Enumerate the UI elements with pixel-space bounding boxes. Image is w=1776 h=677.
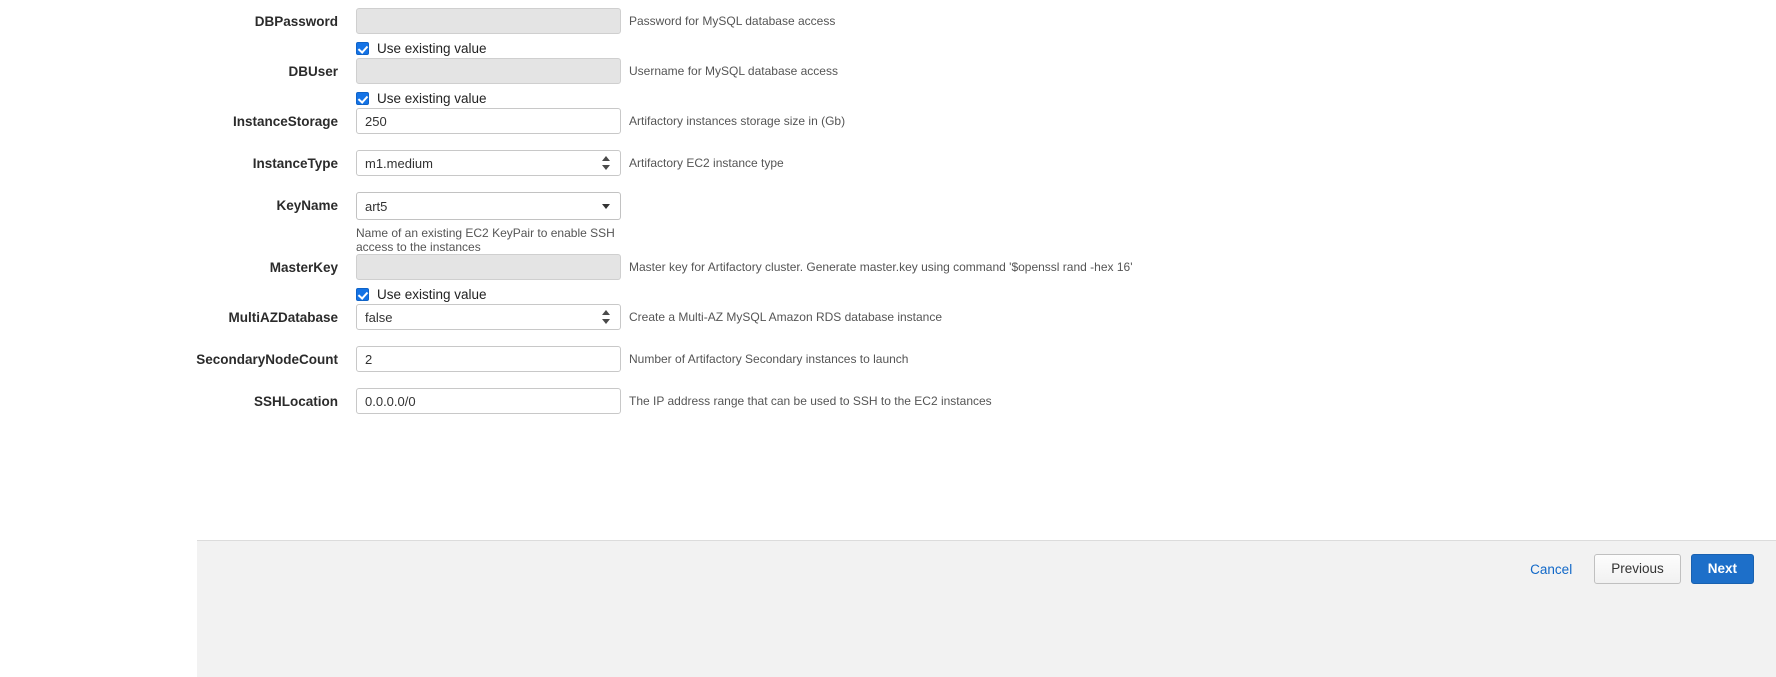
param-control-dbuser — [356, 58, 621, 106]
param-desc-instancestorage: Artifactory instances storage size in (Gb) — [629, 114, 846, 128]
param-control-dbpassword — [356, 8, 621, 56]
param-row-multiazdatabase — [0, 304, 1776, 346]
masterkey-use-existing-label: Use existing value — [377, 287, 487, 302]
param-label-masterkey: MasterKey — [269, 260, 338, 275]
cancel-button[interactable]: Cancel — [1530, 561, 1573, 577]
dbpassword-use-existing-row[interactable] — [356, 41, 621, 56]
param-label-sshlocation: SSHLocation — [253, 394, 338, 409]
param-row-dbuser — [0, 58, 1776, 108]
dbuser-use-existing-label: Use existing value — [377, 91, 487, 106]
chevron-down-icon[interactable] — [602, 204, 610, 209]
spinner-arrows-icon[interactable] — [602, 155, 611, 171]
param-desc-masterkey: Master key for Artifactory cluster. Generate master.key using command '$openssl rand -hex 16' — [629, 260, 1133, 274]
dbpassword-input[interactable] — [356, 8, 621, 34]
param-desc-sshlocation: The IP address range that can be used to SSH to the EC2 instances — [629, 394, 992, 408]
param-control-masterkey — [356, 254, 621, 302]
param-control-secondarynodecount — [356, 346, 621, 372]
param-control-keyname — [356, 192, 621, 254]
param-row-masterkey — [0, 254, 1776, 304]
checkbox-icon[interactable] — [356, 288, 369, 301]
multiazdatabase-selected-value: false — [365, 309, 393, 325]
param-label-multiazdatabase: MultiAZDatabase — [228, 310, 338, 325]
param-desc-secondarynodecount: Number of Artifactory Secondary instances to launch — [629, 352, 909, 366]
dbpassword-use-existing-label: Use existing value — [377, 41, 487, 56]
param-control-instancetype — [356, 150, 621, 176]
param-label-instancestorage: InstanceStorage — [232, 114, 338, 129]
param-label-keyname: KeyName — [276, 198, 338, 213]
param-control-instancestorage — [356, 108, 621, 134]
param-control-sshlocation — [356, 388, 621, 414]
dbuser-use-existing-row[interactable] — [356, 91, 621, 106]
param-label-dbuser: DBUser — [288, 64, 338, 79]
multiazdatabase-select[interactable] — [356, 304, 621, 330]
param-row-instancetype — [0, 150, 1776, 192]
param-label-instancetype: InstanceType — [252, 156, 338, 171]
sshlocation-input[interactable] — [356, 388, 621, 414]
footer-bar — [197, 540, 1776, 677]
masterkey-input[interactable] — [356, 254, 621, 280]
param-desc-dbuser: Username for MySQL database access — [629, 64, 838, 78]
param-desc-dbpassword: Password for MySQL database access — [629, 14, 836, 28]
spinner-arrows-icon[interactable] — [602, 309, 611, 325]
secondarynodecount-input[interactable] — [356, 346, 621, 372]
param-row-secondarynodecount — [0, 346, 1776, 388]
dbuser-input[interactable] — [356, 58, 621, 84]
param-label-dbpassword: DBPassword — [254, 14, 338, 29]
masterkey-use-existing-row[interactable] — [356, 287, 621, 302]
param-desc-multiazdatabase: Create a Multi-AZ MySQL Amazon RDS database instance — [629, 310, 943, 324]
keyname-select[interactable] — [356, 192, 621, 220]
param-desc-instancetype: Artifactory EC2 instance type — [629, 156, 784, 170]
next-button[interactable]: Next — [1691, 554, 1754, 584]
instancetype-select[interactable] — [356, 150, 621, 176]
instancestorage-input[interactable] — [356, 108, 621, 134]
checkbox-icon[interactable] — [356, 92, 369, 105]
param-control-multiazdatabase — [356, 304, 621, 330]
instancetype-selected-value: m1.medium — [365, 155, 433, 171]
footer-actions — [197, 541, 1776, 597]
param-row-keyname — [0, 192, 1776, 254]
param-desc-keyname-inline — [621, 192, 629, 198]
param-row-dbpassword — [0, 8, 1776, 58]
keyname-selected-value: art5 — [365, 198, 388, 214]
previous-button[interactable]: Previous — [1594, 554, 1681, 584]
param-row-sshlocation — [0, 388, 1776, 430]
param-label-secondarynodecount: SecondaryNodeCount — [196, 352, 338, 367]
checkbox-icon[interactable] — [356, 42, 369, 55]
param-desc-keyname: Name of an existing EC2 KeyPair to enable SSH access to the instances — [356, 226, 615, 254]
param-row-instancestorage — [0, 108, 1776, 150]
